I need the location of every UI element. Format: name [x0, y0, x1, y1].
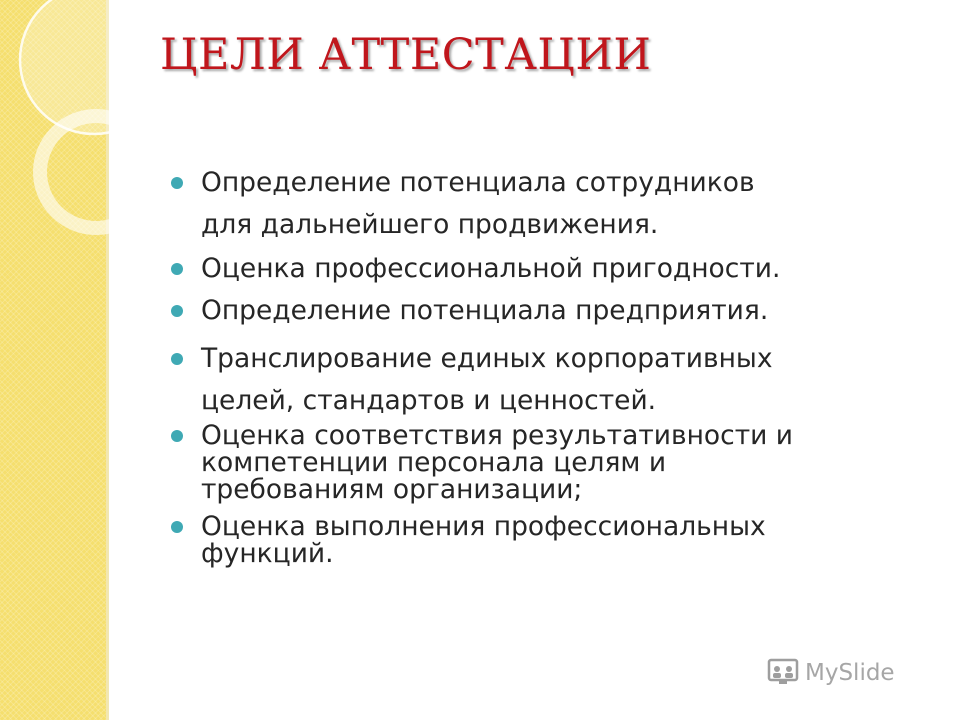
bullet-line: Транслирование единых корпоративных — [201, 343, 773, 374]
bullet-line: функций. — [201, 538, 334, 569]
watermark-logo — [766, 654, 926, 692]
bullet-line: Определение потенциала предприятия. — [201, 295, 769, 326]
bullet-item — [170, 290, 930, 332]
bullet-item — [170, 162, 930, 246]
monitor-people-icon — [766, 656, 800, 690]
bullet-line: требованиям организации; — [201, 474, 583, 505]
bullet-line: для дальнейшего продвижения. — [201, 209, 659, 240]
bullet-item — [170, 338, 930, 422]
bullet-list — [170, 162, 930, 567]
slide-title: ЦЕЛИ АТТЕСТАЦИИ — [160, 30, 652, 80]
bullet-item — [170, 422, 930, 503]
bullet-line: компетенции персонала целям и — [201, 447, 667, 478]
bullet-item — [170, 513, 930, 567]
bullet-line: целей, стандартов и ценностей. — [201, 385, 657, 416]
watermark-text: MySlide — [805, 660, 895, 686]
bullet-item — [170, 248, 930, 290]
bullet-line: Оценка профессиональной пригодности. — [201, 253, 781, 284]
bullet-line: Оценка соответствия результативности и — [201, 420, 794, 451]
bullet-line: Определение потенциала сотрудников — [201, 167, 755, 198]
decorative-circles — [0, 0, 180, 240]
bullet-line: Оценка выполнения профессиональных — [201, 511, 766, 542]
